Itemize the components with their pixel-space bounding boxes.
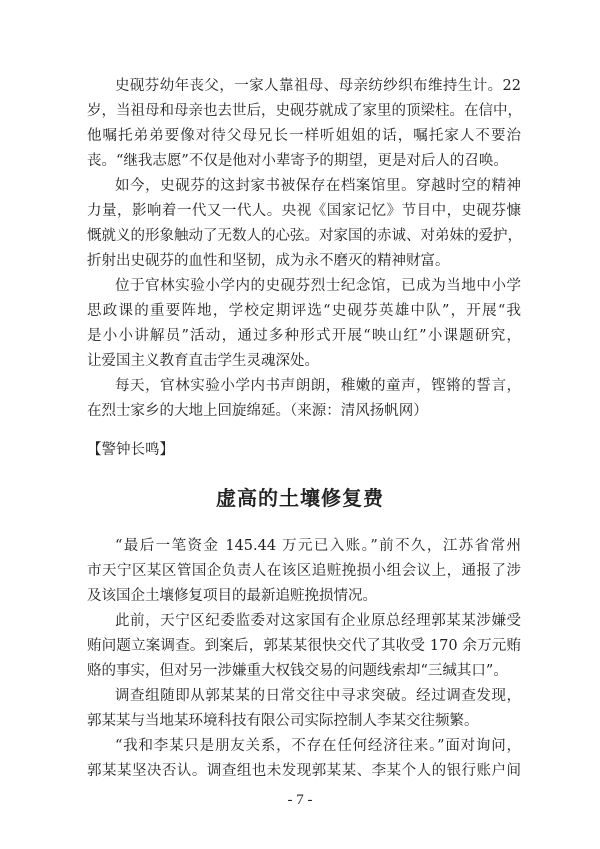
paragraph (87, 374, 521, 424)
text-line: 此前，天宁区纪委监委对这家国有企业原总经理郭某某涉嫌受 (115, 613, 521, 629)
text-line: 每天，官林实验小学内书声朗朗，稚嫩的童声，铿锵的誓言， (115, 378, 521, 394)
text-line: “我和李某只是朋友关系，不存在任何经济往来。”面对询问， (115, 738, 521, 754)
paragraph (87, 74, 521, 174)
text-line: 调查组随即从郭某某的日常交往中寻求突破。经过调查发现， (115, 688, 521, 704)
text-line: 折射出史砚芬的血性和坚韧，成为永不磨灭的精神财富。 (87, 253, 450, 269)
text-line: 慨就义的形象触动了无数人的心弦。对家国的赤诚、对弟妹的爱护， (87, 228, 522, 244)
text-line: 让爱国主义教育直击学生灵魂深处。 (87, 353, 319, 369)
text-line: 市天宁区某区管国企负责人在该区追赃挽损小组会议上，通报了涉 (87, 563, 521, 579)
section-heading: 【警钟长鸣】 (87, 442, 174, 458)
text-line: 史砚芬幼年丧父，一家人靠祖母、母亲纺纱织布维持生计。22 (115, 78, 521, 94)
paragraph (87, 534, 521, 609)
paragraph (87, 609, 521, 684)
article-title: 虚高的土壤修复费 (216, 486, 384, 510)
text-line: 是小小讲解员”活动，通过多种形式开展“映山红”小课题研究， (87, 328, 521, 344)
page-number: - 7 - (287, 792, 313, 808)
paragraph (87, 174, 521, 274)
text-line: 贿问题立案调查。到案后，郭某某很快交代了其收受 170 余万元贿 (87, 638, 521, 654)
text-line: “最后一笔资金 145.44 万元已入账。”前不久，江苏省常州 (115, 538, 521, 554)
text-line: 他嘱托弟弟要像对待父母兄长一样听姐姐的话，嘱托家人不要治 (87, 128, 521, 144)
paragraph (87, 274, 521, 374)
text-line: 位于官林实验小学内的史砚芬烈士纪念馆，已成为当地中小学 (115, 278, 521, 294)
text-line: 丧。“继我志愿”不仅是他对小辈寄予的期望，更是对后人的召唤。 (87, 153, 508, 169)
text-line: 赂的事实，但对另一涉嫌重大权钱交易的问题线索却“三缄其口”。 (87, 663, 508, 679)
paragraph (87, 684, 521, 734)
text-line: 如今，史砚芬的这封家书被保存在档案馆里。穿越时空的精神 (115, 178, 521, 194)
text-line: 及该国企土壤修复项目的最新追赃挽损情况。 (87, 588, 377, 604)
text-line: 郭某某与当地某环境科技有限公司实际控制人李某交往频繁。 (87, 713, 479, 729)
article-body-continued (87, 74, 521, 424)
text-line: 力量，影响着一代又一代人。央视《国家记忆》节目中，史砚芬慷 (87, 203, 521, 219)
text-line: 郭某某坚决否认。调查组也未发现郭某某、李某个人的银行账户间 (87, 763, 521, 779)
text-line: 思政课的重要阵地，学校定期评选“史砚芬英雄中队”，开展“我 (87, 303, 521, 319)
article-body (87, 534, 521, 784)
text-line: 在烈士家乡的大地上回旋绵延。（来源：清风扬帆网） (87, 403, 428, 419)
text-line: 岁，当祖母和母亲也去世后，史砚芬就成了家里的顶梁柱。在信中， (87, 103, 522, 119)
paragraph (87, 734, 521, 784)
